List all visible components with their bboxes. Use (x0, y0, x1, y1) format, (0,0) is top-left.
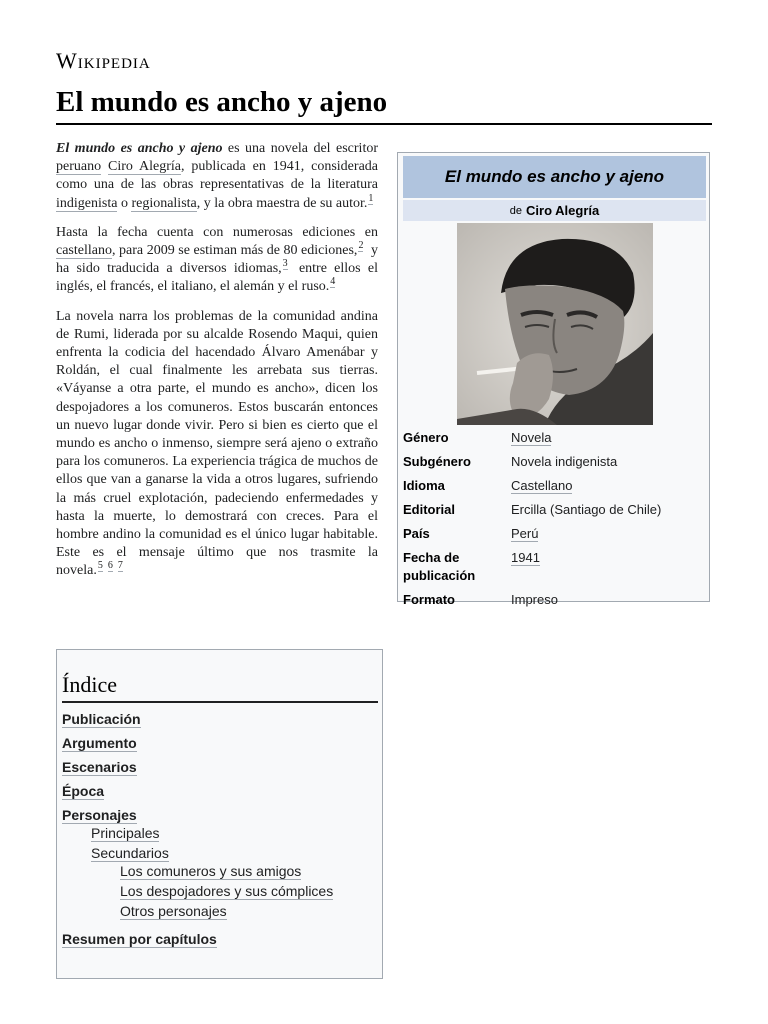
intro-paragraph-2 (56, 224, 378, 297)
toc-label[interactable]: Escenarios (62, 759, 137, 775)
row-label: Fecha de publicación (403, 550, 476, 583)
row-label: País (403, 526, 430, 541)
infobox-row-pais (403, 525, 706, 543)
toc-item-principales[interactable] (62, 824, 378, 844)
editorial-value: Ercilla (Santiago de Chile) (511, 502, 662, 517)
toc-item-personajes[interactable] (62, 806, 378, 824)
infobox-row-editorial (403, 501, 706, 519)
text: Hasta la fecha cuenta con numerosas ediciones en (56, 224, 378, 240)
row-label: Subgénero (403, 454, 471, 469)
infobox-rows (403, 429, 706, 615)
infobox-row-subgenero (403, 453, 706, 471)
formato-value: Impreso (511, 592, 558, 607)
toc-label[interactable]: Personajes (62, 807, 137, 823)
text: entre ellos el inglés, el francés, el italiano, el alemán y el ruso. (56, 261, 378, 295)
text: , y la obra maestra de su autor. (196, 195, 368, 211)
text: y ha sido traducida a diversos idiomas, (56, 243, 379, 277)
row-label: Editorial (403, 502, 456, 517)
page-title: El mundo es ancho y ajeno (56, 86, 712, 125)
text (101, 159, 108, 174)
author-prefix: de (509, 204, 523, 217)
article-page (56, 0, 712, 1024)
genero-link[interactable]: Novela (511, 430, 552, 445)
text: o (117, 195, 132, 211)
reference-4[interactable]: 4 (330, 276, 336, 288)
reference-3[interactable]: 3 (282, 258, 288, 270)
reference-2[interactable]: 2 (358, 240, 364, 252)
toc-label[interactable]: Época (62, 783, 105, 799)
article-subject: El mundo es ancho y ajeno (56, 141, 223, 156)
fecha-link[interactable]: 1941 (511, 550, 540, 565)
link-castellano[interactable]: castellano (56, 243, 112, 259)
toc-label[interactable]: Principales (91, 825, 160, 841)
toc-label[interactable]: Secundarios (91, 845, 169, 861)
text: La novela narra los problemas de la comunidad andina de Rumi, liderada por su alcalde Rosendo Maqui, quien enfrenta la codicia del hacendado Álvaro Amenábar y Roldán, el cual finalmente les arrebata sus tierras. «Váyanse a otra parte, el mundo es ancho», dicen los despojadores a los comuneros. Estos buscarán entonces un nuevo lugar donde vivir. Pero si bien es cierto que el mundo es ancho o inmenso, siempre será ajeno o extraño para los comuneros. La experiencia trágica de muchos de ellos que van a ganarse la vida a otros lugares, sufriendo la más cruel explotación, padeciendo enfermedades y hasta la muerte, lo demostrará con creces. Para el hombre andino la comunidad es el único lugar habitable. Este es el mensaje último que nos trasmite la novela. (56, 308, 378, 579)
infobox-title: El mundo es ancho y ajeno (403, 156, 706, 198)
toc-label[interactable]: Los comuneros y sus amigos (120, 863, 302, 879)
reference-1[interactable]: 1 (368, 192, 374, 204)
row-label: Formato (403, 592, 455, 607)
link-indigenista[interactable]: indigenista (56, 195, 118, 211)
intro-paragraph-1 (56, 140, 378, 213)
text: , publicada en 1941, considerada como una de las obras representativas de la literatura (56, 159, 378, 193)
toc-label[interactable]: Los despojadores y sus cómplices (120, 883, 334, 899)
reference-6[interactable]: 6 (107, 560, 113, 572)
toc-label[interactable]: Otros personajes (120, 903, 227, 919)
idioma-link[interactable]: Castellano (511, 478, 573, 493)
toc-list (62, 710, 378, 954)
table-of-contents (56, 649, 383, 979)
infobox-row-idioma (403, 477, 706, 495)
intro-paragraph-3 (56, 308, 378, 581)
infobox-row-fecha (403, 549, 706, 585)
toc-item-secundarios[interactable] (62, 844, 378, 862)
link-regionalista[interactable]: regionalista (131, 195, 197, 211)
infobox-author (403, 200, 706, 221)
toc-item-argumento[interactable] (62, 734, 378, 758)
author-portrait-image (457, 223, 653, 425)
toc-item-resumen[interactable] (62, 930, 378, 954)
reference-5[interactable]: 5 (97, 560, 103, 572)
infobox-row-formato (403, 591, 706, 609)
link-peruano[interactable]: peruano (56, 159, 102, 175)
author-photo[interactable] (457, 223, 653, 425)
toc-item-otros-personajes[interactable] (62, 902, 378, 930)
row-label: Género (403, 430, 449, 445)
row-label: Idioma (403, 478, 445, 493)
toc-item-escenarios[interactable] (62, 758, 378, 782)
link-ciro-alegria[interactable]: Ciro Alegría (107, 159, 181, 175)
toc-label[interactable]: Argumento (62, 735, 137, 751)
infobox (397, 152, 710, 607)
toc-item-epoca[interactable] (62, 782, 378, 806)
infobox-row-genero (403, 429, 706, 447)
subgenero-value: Novela indigenista (511, 454, 618, 469)
reference-7[interactable]: 7 (117, 560, 123, 572)
toc-label[interactable]: Publicación (62, 711, 141, 727)
text: , para 2009 se estiman más de 80 ediciones, (111, 243, 358, 259)
toc-item-despojadores[interactable] (62, 882, 378, 902)
toc-label[interactable]: Resumen por capítulos (62, 931, 217, 947)
pais-link[interactable]: Perú (511, 526, 539, 541)
author-link[interactable]: Ciro Alegría (526, 203, 600, 218)
toc-item-publicacion[interactable] (62, 710, 378, 734)
text: es una novela del escritor (222, 141, 378, 156)
toc-item-comuneros[interactable] (62, 862, 378, 882)
wikipedia-logo[interactable]: Wikipedia (56, 48, 151, 73)
toc-title: Índice (62, 672, 378, 703)
article-body (56, 140, 378, 592)
